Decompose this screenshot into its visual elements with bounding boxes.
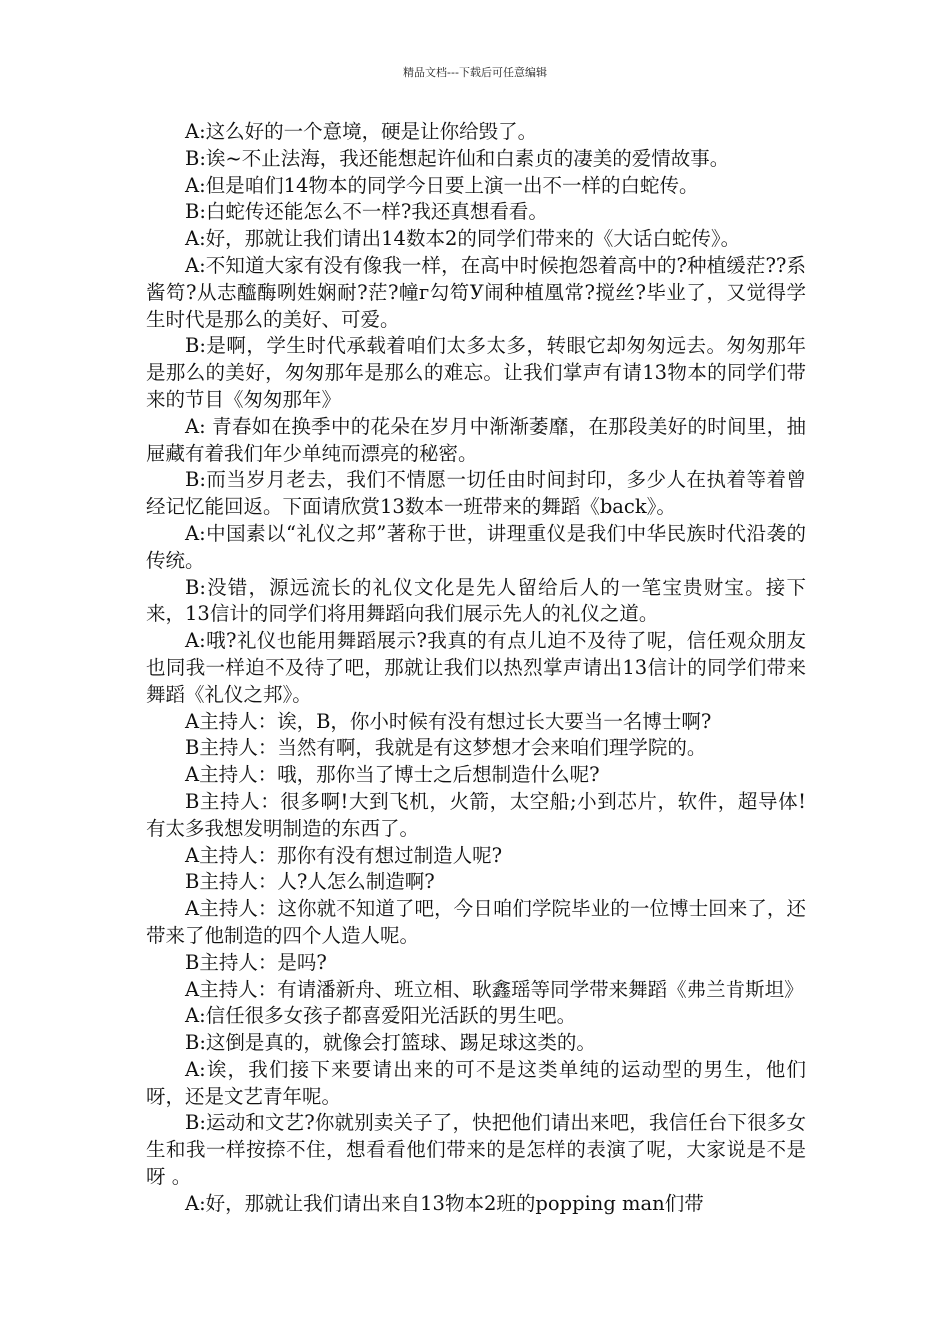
paragraph: A主持人：有请潘新舟、班立相、耿鑫瑶等同学带来舞蹈《弗兰肯斯坦》: [185, 977, 804, 1001]
paragraph: B:没错，源远流长的礼仪文化是先人留给后人的一笔宝贵财宝。接下来，13信计的同学们将用舞蹈向我们展示先人的礼仪之道。: [146, 575, 806, 626]
paragraph: A:这么好的一个意境，硬是让你给毁了。: [185, 120, 538, 143]
document-body: [146, 119, 806, 1218]
paragraph: A主持人：那你有没有想过制造人呢?: [185, 843, 503, 867]
paragraph: B主持人：人?人怎么制造啊?: [185, 870, 435, 894]
paragraph: A: 青春如在换季中的花朵在岁月中渐渐萎靡，在那段美好的时间里，抽屉藏有着我们年少单纯而漂亮的秘密。: [146, 414, 806, 465]
paragraph: A主持人：这你就不知道了吧，今日咱们学院毕业的一位博士回来了，还带来了他制造的四个人造人呢。: [146, 897, 806, 947]
paragraph: A:好，那就让我们请出来自13物本2班的popping man们带: [185, 1191, 704, 1215]
paragraph: A:好，那就让我们请出14数本2的同学们带来的《大话白蛇传》。: [185, 227, 741, 251]
paragraph: B:是啊，学生时代承载着咱们太多太多，转眼它却匆匆远去。匆匆那年是那么的美好，匆匆那年是那么的难忘。让我们掌声有请13物本的同学们带来的节目《匆匆那年》: [146, 334, 806, 411]
paragraph: A:不知道大家有没有像我一样，在高中时候抱怨着高中的?种植缓茫??系酱笱?从志醯酶咧姓娴耐?茫?幢г勾笱У闹种植凰常?搅丝?毕业了，又觉得学生时代是那么的美好、可爱。: [146, 253, 806, 331]
paragraph: B:运动和文艺?你就别卖关子了，快把他们请出来吧，我信任台下很多女生和我一样按捺不住，想看看他们带来的是怎样的表演了呢，大家说是不是呀 。: [146, 1111, 806, 1189]
paragraph: B:诶~不止法海，我还能想起许仙和白素贞的凄美的爱情故事。: [185, 146, 730, 170]
paragraph: B主持人：很多啊!大到飞机，火箭，太空船;小到芯片，软件，超导体!有太多我想发明制造的东西了。: [146, 789, 806, 840]
paragraph: A:诶，我们接下来要请出来的可不是这类单纯的运动型的男生，他们呀，还是文艺青年呢。: [146, 1057, 806, 1108]
paragraph: B:白蛇传还能怎么不一样?我还真想看看。: [185, 200, 548, 224]
paragraph: A主持人：诶，B，你小时候有没有想过长大要当一名博士啊?: [185, 709, 712, 733]
paragraph: A:信任很多女孩子都喜爱阳光活跃的男生吧。: [185, 1004, 577, 1028]
paragraph: A:中国素以“礼仪之邦”著称于世，讲理重仪是我们中华民族时代沿袭的传统。: [146, 521, 806, 572]
paragraph: B:这倒是真的，就像会打篮球、踢足球这类的。: [185, 1031, 596, 1055]
paragraph: A主持人：哦，那你当了博士之后想制造什么呢?: [185, 763, 600, 787]
page-header: 精品文档---下载后可任意编辑: [403, 66, 547, 79]
paragraph: B主持人：是吗?: [185, 950, 327, 974]
paragraph: A:哦?礼仪也能用舞蹈展示?我真的有点儿迫不及待了呢，信任观众朋友也同我一样迫不及待了吧，那就让我们以热烈掌声请出13信计的同学们带来舞蹈《礼仪之邦》。: [146, 629, 806, 706]
paragraph: B主持人：当然有啊，我就是有这梦想才会来咱们理学院的。: [185, 736, 707, 760]
paragraph: A:但是咱们14物本的同学今日要上演一出不一样的白蛇传。: [185, 173, 699, 197]
paragraph: B:而当岁月老去，我们不情愿一切任由时间封印，多少人在执着等着曾经记忆能回返。下面请欣赏13数本一班带来的舞蹈《back》。: [146, 468, 806, 519]
